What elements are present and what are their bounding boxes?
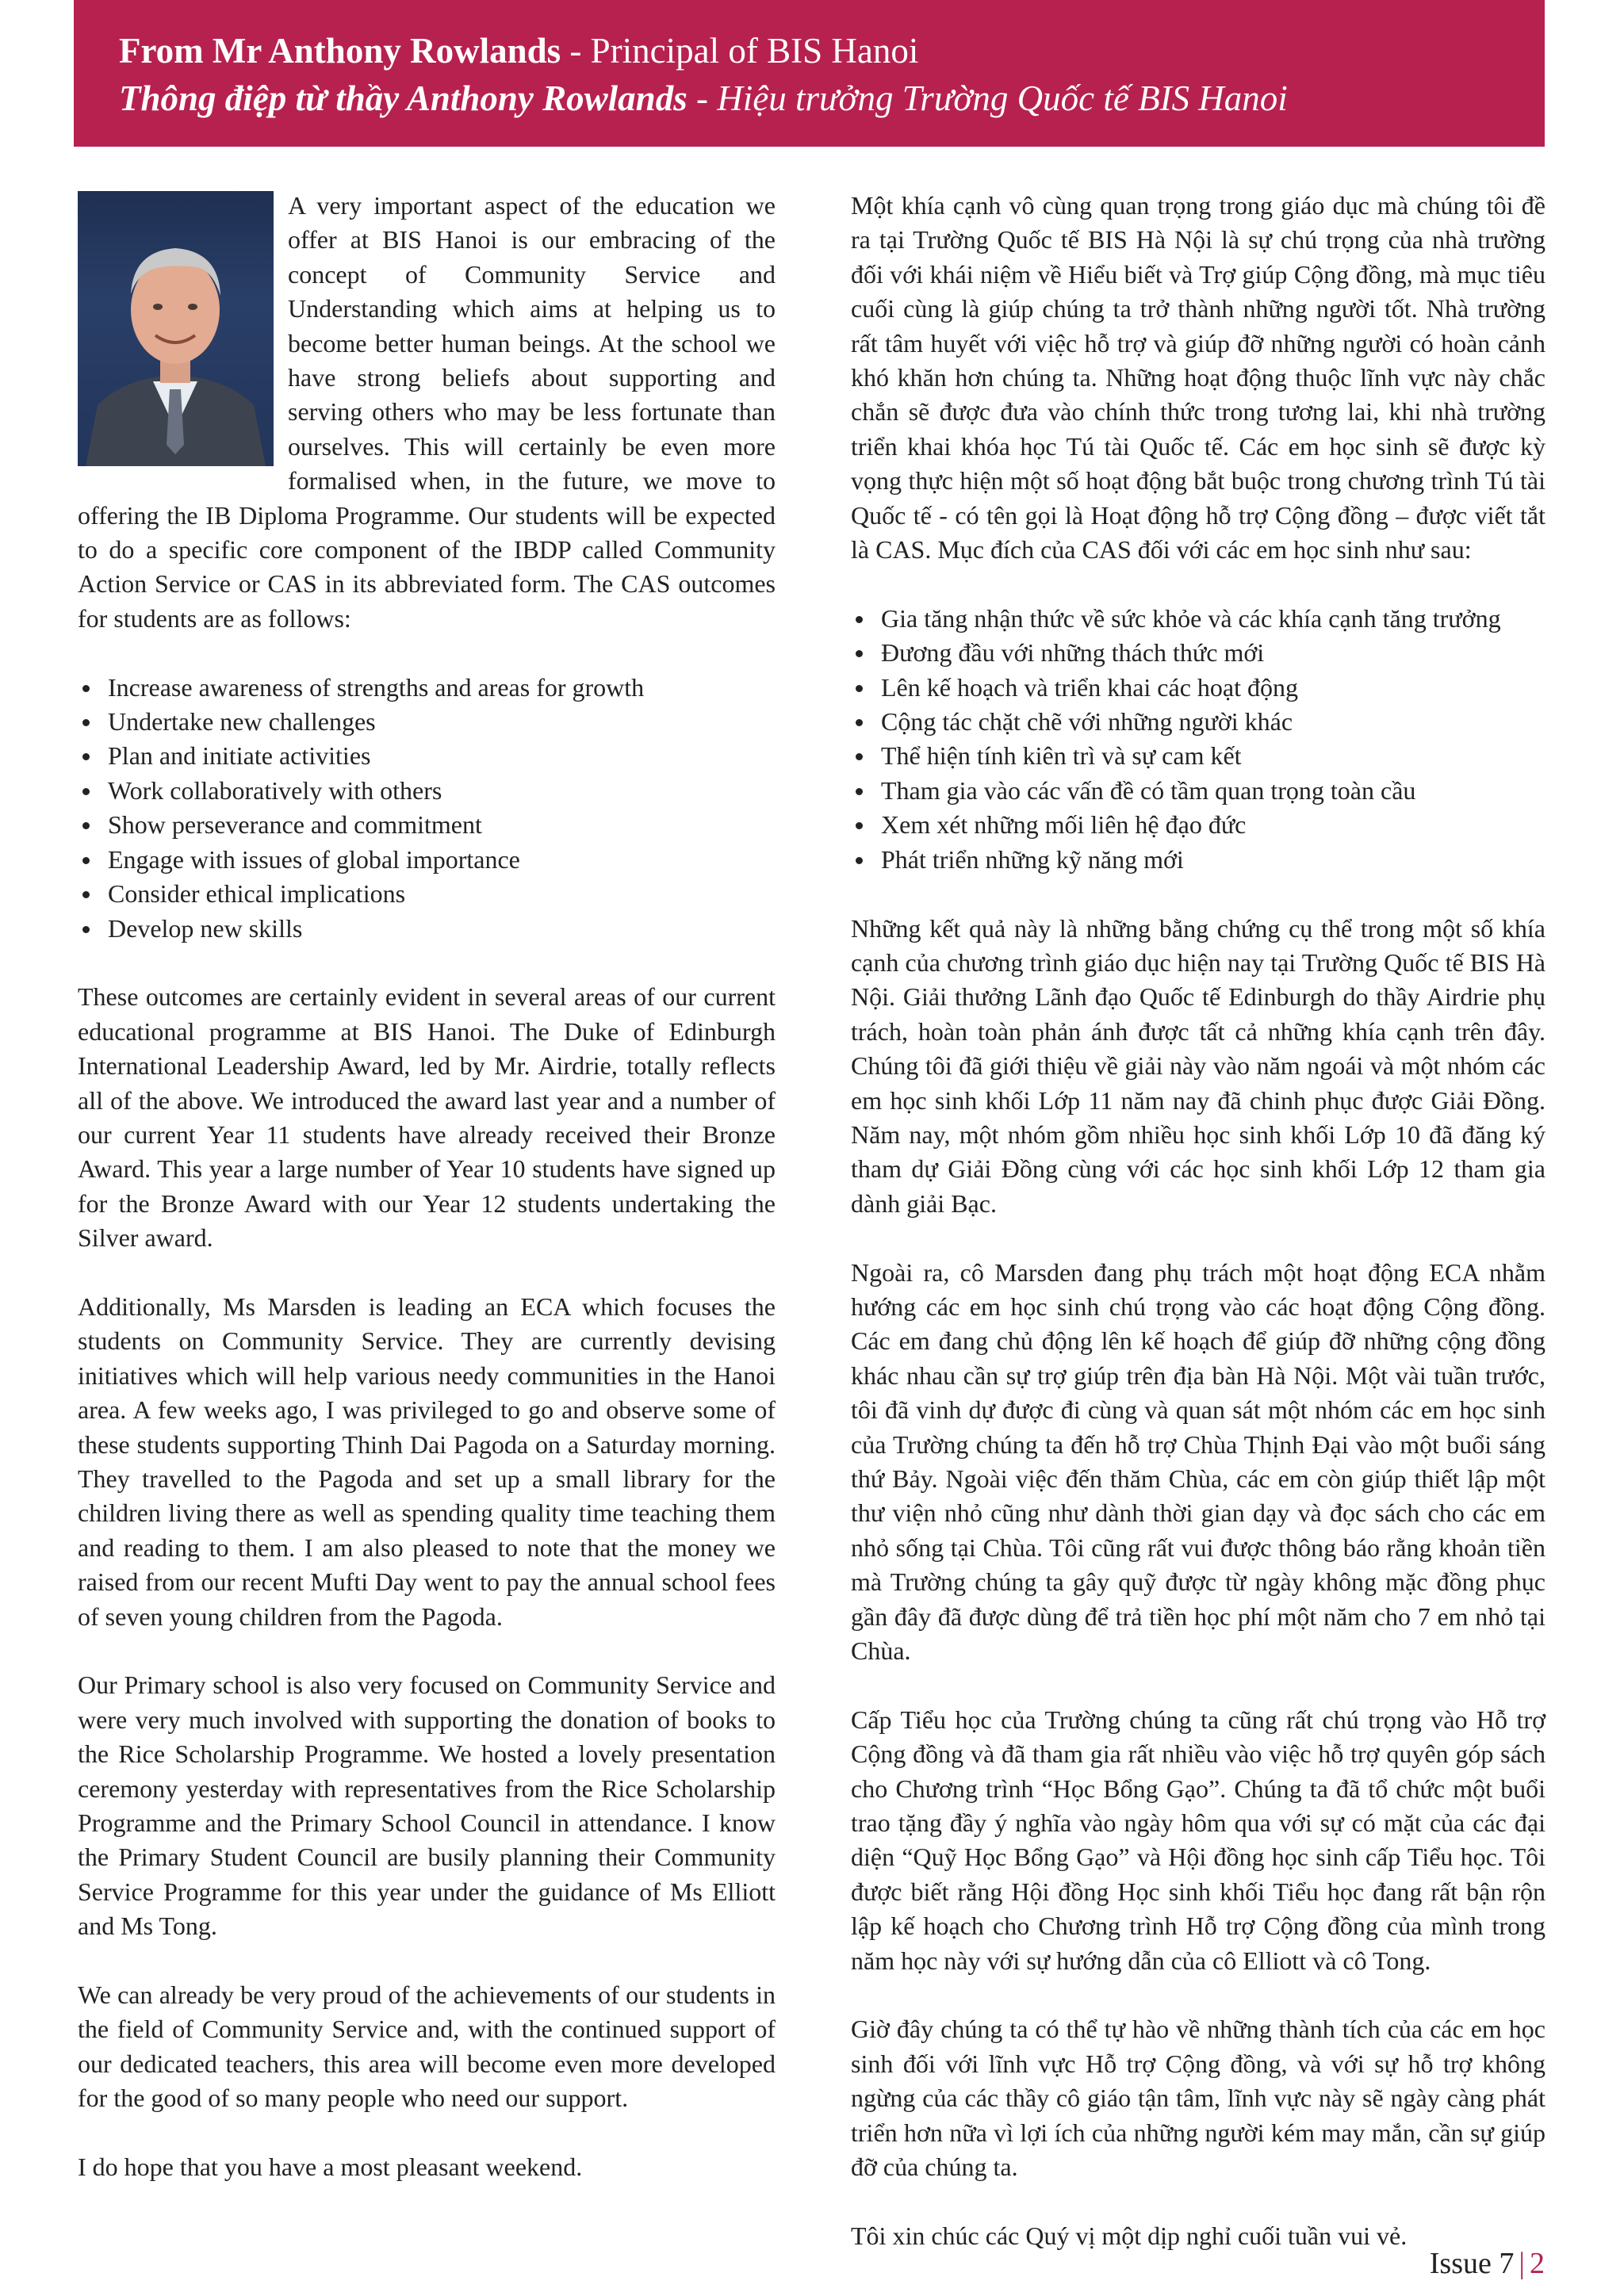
english-column: [78, 189, 776, 2219]
list-item: Xem xét những mối liên hệ đạo đức: [851, 808, 1545, 842]
vietnamese-closing: Tôi xin chúc các Quý vị một dịp nghỉ cuối tuần vui vẻ.: [851, 2221, 1408, 2250]
page-number: 2: [1530, 2247, 1545, 2280]
english-paragraph: These outcomes are certainly evident in several areas of our current educational programme at BIS Hanoi. The Duke of Edinburgh International Leadership Award, led by Mr. Airdrie, totally reflects all of the above. We introduced the award last year and a number of our current Year 11 students have already received their Bronze Award. This year a large number of Year 10 students have signed up for the Bronze Award with our Year 12 students undertaking the Silver award.: [78, 982, 776, 1253]
list-item: Gia tăng nhận thức về sức khỏe và các khía cạnh tăng trưởng: [851, 602, 1545, 636]
header-title-vi: [119, 76, 1288, 121]
vietnamese-column: [851, 189, 1545, 2288]
vietnamese-paragraph: Một khía cạnh vô cùng quan trọng trong giáo dục mà chúng tôi đề ra tại Trường Quốc tế BIS Hà Nội là sự chú trọng của nhà trường đối với khái niệm về Hiểu biết và Trợ giúp Cộng đồng, mà mục tiêu cuối cùng là giúp chúng ta trở thành những người tốt. Nhà trường rất tâm huyết với việc hỗ trợ và giúp đỡ những người có hoàn cảnh khó khăn hơn chúng ta. Những hoạt động thuộc lĩnh vực này chắc chắn sẽ được đưa vào chính thức trong tương lai, khi nhà trường triển khai khóa học Tú tài Quốc tế. Các em học sinh sẽ được kỳ vọng thực hiện một số hoạt động bắt buộc trong chương trình Tú tài Quốc tế - có tên gọi là Hoạt động hỗ trợ Cộng đồng – được viết tắt là CAS. Mục đích của CAS đối với các em học sinh như sau:: [851, 191, 1545, 564]
list-item: Lên kế hoạch và triển khai các hoạt động: [851, 671, 1545, 705]
header-separator: -: [687, 78, 718, 118]
header-role-en: Principal of BIS Hanoi: [590, 31, 919, 71]
english-paragraph: Additionally, Ms Marsden is leading an ECA which focuses the students on Community Service. They are currently devising initiatives which will help various needy communities in the Hanoi area. A few weeks ago, I was privileged to go and observe some of these students supporting Thinh Dai Pagoda on a Saturday morning. They travelled to the Pagoda and set up a small library for the children living there as well as spending quality time teaching them and reading to them. I am also pleased to note that the money we raised from our recent Mufti Day went to pay the annual school fees of seven young children from the Pagoda.: [78, 1292, 776, 1631]
vietnamese-paragraph: Giờ đây chúng ta có thể tự hào về những thành tích của các em học sinh đối với lĩnh vực Hỗ trợ Cộng đồng, và với sự hỗ trợ không ngừng của các thầy cô giáo tận tâm, lĩnh vực này sẽ ngày càng phát triển hơn nữa vì lợi ích của những người kém may mắn, cần sự giúp đỡ của chúng ta.: [851, 2015, 1545, 2182]
list-item: Undertake new challenges: [78, 705, 776, 739]
english-paragraph: A very important aspect of the education we offer at BIS Hanoi is our embracing of the concept of Community Service and Understanding which aims at helping us to become better human beings. At the school we have strong beliefs about supporting and serving others who may be less fortunate than ourselves. This will certainly be even more formalised when, in the future, we move to offering the IB Diploma Programme. Our students will be expected to do a specific core component of the IBDP called Community Action Service or CAS in its abbreviated form. The CAS outcomes for students are as follows:: [78, 191, 776, 633]
portrait-illustration: [78, 191, 274, 466]
list-item: Đương đầu với những thách thức mới: [851, 636, 1545, 670]
issue-label: Issue 7: [1429, 2247, 1515, 2280]
english-paragraph: We can already be very proud of the achievements of our students in the field of Community Service and, with the continued support of our dedicated teachers, this area will become even more developed for the good of so many people who need our support.: [78, 1980, 776, 2113]
list-item: Tham gia vào các vấn đề có tầm quan trọng toàn cầu: [851, 774, 1545, 808]
list-item: Consider ethical implications: [78, 877, 776, 911]
header-name-en: From Mr Anthony Rowlands: [119, 31, 561, 71]
vietnamese-paragraph: Ngoài ra, cô Marsden đang phụ trách một hoạt động ECA nhằm hướng các em học sinh chú trọng vào các hoạt động Cộng đồng. Các em đang chủ động lên kế hoạch để giúp đỡ những cộng đồng khác nhau cần sự trợ giúp trên địa bàn Hà Nội. Một vài tuần trước, tôi đã vinh dự được đi cùng và quan sát một nhóm các em học sinh của Trường chúng ta đến hỗ trợ Chùa Thịnh Đại vào một buổi sáng thứ Bảy. Ngoài việc đến thăm Chùa, các em còn giúp thiết lập một thư viện nhỏ cũng như dành thời gian dạy và đọc sách cho các em nhỏ sống tại Chùa. Tôi cũng rất vui được thông báo rằng khoản tiền mà Trường chúng ta gây quỹ được từ ngày không mặc đồng phục gần đây đã được dùng để trả tiền học phí một năm cho 7 em nhỏ tại Chùa.: [851, 1257, 1545, 1666]
list-item: Increase awareness of strengths and areas for growth: [78, 671, 776, 705]
vietnamese-cas-list: [851, 602, 1545, 877]
principal-portrait: [78, 191, 274, 466]
list-item: Work collaboratively with others: [78, 774, 776, 808]
list-item: Cộng tác chặt chẽ với những người khác: [851, 705, 1545, 739]
english-cas-list: [78, 671, 776, 946]
list-item: Phát triển những kỹ năng mới: [851, 843, 1545, 877]
list-item: Develop new skills: [78, 912, 776, 946]
english-closing: I do hope that you have a most pleasant weekend.: [78, 2152, 583, 2182]
header-title-en: [119, 29, 918, 73]
list-item: Plan and initiate activities: [78, 739, 776, 773]
list-item: Show perseverance and commitment: [78, 808, 776, 842]
english-paragraph: Our Primary school is also very focused on Community Service and were very much involved with supporting the donation of books to the Rice Scholarship Programme. We hosted a lovely presentation ceremony yesterday with representatives from the Rice Scholarship Programme and the Primary School Council in attendance. I know the Primary Student Council are busily planning their Community Service Programme for this year under the guidance of Ms Elliott and Ms Tong.: [78, 1670, 776, 1941]
header-separator: -: [561, 31, 591, 71]
header-role-vi: Hiệu trưởng Trường Quốc tế BIS Hanoi: [717, 78, 1288, 118]
page-footer: [1430, 2244, 1545, 2283]
header-banner: [74, 0, 1545, 147]
header-name-vi: Thông điệp từ thầy Anthony Rowlands: [119, 78, 688, 118]
vietnamese-paragraph: Cấp Tiểu học của Trường chúng ta cũng rất chú trọng vào Hỗ trợ Cộng đồng và đã tham gia rất nhiều vào việc hỗ trợ quyên góp sách cho Chương trình “Học Bổng Gạo”. Chúng ta đã tổ chức một buổi trao tặng đầy ý nghĩa vào ngày hôm qua với sự có mặt của các đại diện “Quỹ Học Bổng Gạo” và Hội đồng học sinh cấp Tiểu học. Tôi được biết rằng Hội đồng Học sinh khối Tiểu học đang rất bận rộn lập kế hoạch cho Chương trình Hỗ trợ Cộng đồng của mình trong năm học này với sự hướng dẫn của cô Elliott và cô Tong.: [851, 1705, 1545, 1975]
vietnamese-paragraph: Những kết quả này là những bằng chứng cụ thể trong một số khía cạnh của chương trình giáo dục hiện nay tại Trường Quốc tế BIS Hà Nội. Giải thưởng Lãnh đạo Quốc tế Edinburgh do thầy Airdrie phụ trách, hoàn toàn phản ánh được tất cả những khía cạnh trên đây. Chúng tôi đã giới thiệu về giải này vào năm ngoái và một nhóm các em học sinh khối Lớp 11 năm nay đã chinh phục được Giải Đồng. Năm nay, một nhóm gồm nhiều học sinh khối Lớp 10 đã đăng ký tham dự Giải Đồng cùng với các học sinh khối Lớp 12 tham gia dành giải Bạc.: [851, 913, 1545, 1218]
list-item: Thể hiện tính kiên trì và sự cam kết: [851, 739, 1545, 773]
list-item: Engage with issues of global importance: [78, 843, 776, 877]
footer-separator: |: [1519, 2247, 1525, 2280]
